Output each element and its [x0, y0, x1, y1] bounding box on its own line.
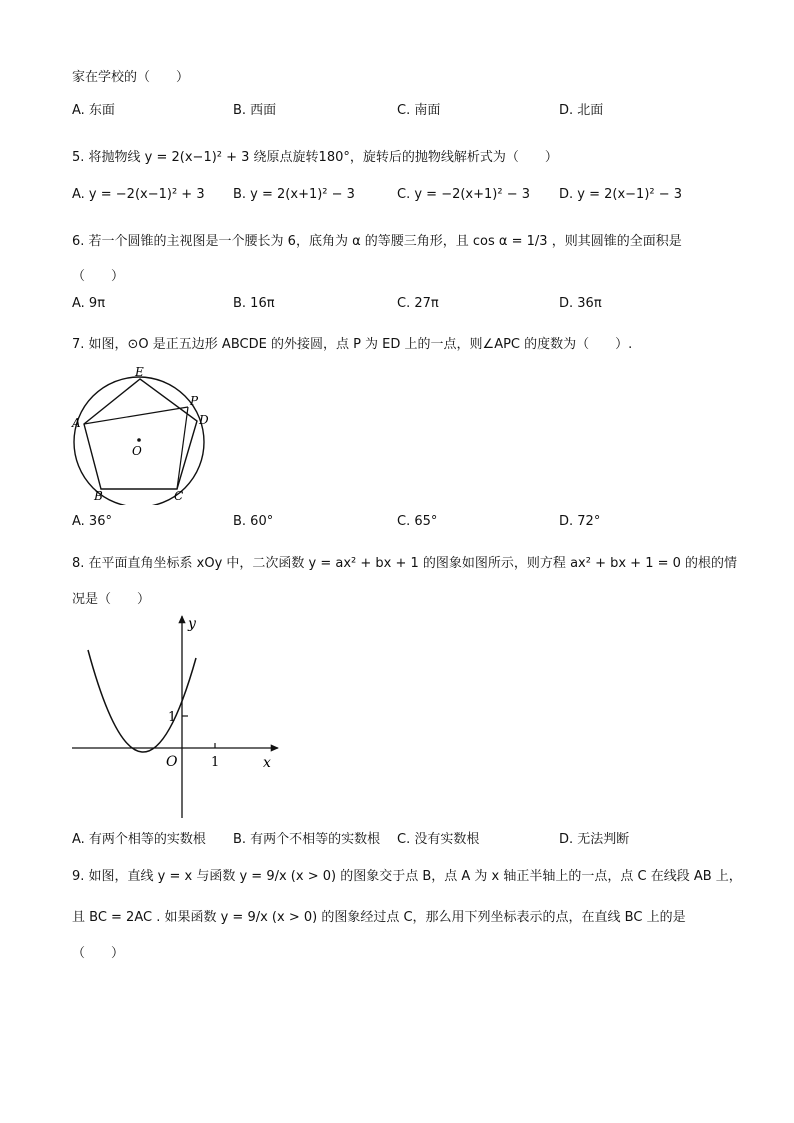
q7-option-c: C. 65°: [397, 514, 438, 529]
label-y: y: [188, 616, 196, 632]
q5-option-b: B. y = 2(x+1)² − 3: [233, 187, 355, 202]
segment-pc: [177, 407, 188, 489]
q7-option-a: A. 36°: [72, 514, 112, 529]
q6-option-a: A. 9π: [72, 296, 106, 311]
label-p: P: [190, 394, 199, 408]
q9-stem-line2: 且 BC = 2AC . 如果函数 y = 9/x (x > 0) 的图象经过点 C，那么用下列坐标表示的点，在直线 BC 上的是: [72, 910, 686, 925]
label-x-1: 1: [211, 755, 220, 770]
q6-option-c: C. 27π: [397, 296, 439, 311]
q8-stem: 8. 在平面直角坐标系 xOy 中，二次函数 y = ax² + bx + 1 的图象如图所示，则方程 ax² + bx + 1 = 0 的根的情: [72, 556, 738, 571]
q7-option-b: B. 60°: [233, 514, 274, 529]
q8-stem-line2: 况是（ ）: [72, 592, 151, 607]
center-dot: [137, 438, 141, 442]
q7-pentagon-figure: [66, 365, 236, 505]
q8-option-a: A. 有两个相等的实数根: [72, 832, 206, 847]
q9-stem: 9. 如图，直线 y = x 与函数 y = 9/x (x > 0) 的图象交于点 B，点 A 为 x 轴正半轴上的一点，点 C 在线段 AB 上，: [72, 869, 742, 884]
label-origin: O: [166, 754, 178, 770]
q9-stem-line3: （ ）: [72, 946, 125, 961]
label-y-1: 1: [168, 710, 177, 725]
label-c: C: [174, 489, 184, 503]
q4-option-b: B. 西面: [233, 103, 277, 118]
label-x: x: [263, 755, 271, 771]
q5-option-c: C. y = −2(x+1)² − 3: [397, 187, 530, 202]
q4-stem-tail: 家在学校的（ ）: [72, 70, 190, 85]
q5-stem: 5. 将抛物线 y = 2(x−1)² + 3 绕原点旋转180°，旋转后的抛物线解析式为（ ）: [72, 150, 558, 165]
q6-option-b: B. 16π: [233, 296, 275, 311]
q8-option-c: C. 没有实数根: [397, 832, 480, 847]
segment-ap: [84, 407, 188, 424]
q5-option-a: A. y = −2(x−1)² + 3: [72, 187, 205, 202]
q8-option-b: B. 有两个不相等的实数根: [233, 832, 381, 847]
q4-option-d: D. 北面: [559, 103, 604, 118]
pentagon-abcde: [84, 379, 197, 489]
label-o: O: [132, 444, 142, 458]
q8-parabola-figure: [66, 610, 286, 825]
q6-option-d: D. 36π: [559, 296, 602, 311]
parabola-curve: [88, 650, 196, 752]
label-e: E: [135, 365, 144, 379]
q4-option-c: C. 南面: [397, 103, 441, 118]
label-a: A: [72, 416, 81, 430]
label-b: B: [94, 489, 103, 503]
q5-option-d: D. y = 2(x−1)² − 3: [559, 187, 683, 202]
q4-option-a: A. 东面: [72, 103, 115, 118]
q8-option-d: D. 无法判断: [559, 832, 630, 847]
q6-stem: 6. 若一个圆锥的主视图是一个腰长为 6，底角为 α 的等腰三角形，且 cos α = 1/3 ，则其圆锥的全面积是: [72, 234, 682, 249]
q7-stem: 7. 如图，⊙O 是正五边形 ABCDE 的外接圆，点 P 为 ED 上的一点，则∠APC 的度数为（ ）.: [72, 337, 633, 352]
q7-option-d: D. 72°: [559, 514, 601, 529]
q6-stem-line2: （ ）: [72, 269, 125, 284]
label-d: D: [199, 413, 209, 427]
